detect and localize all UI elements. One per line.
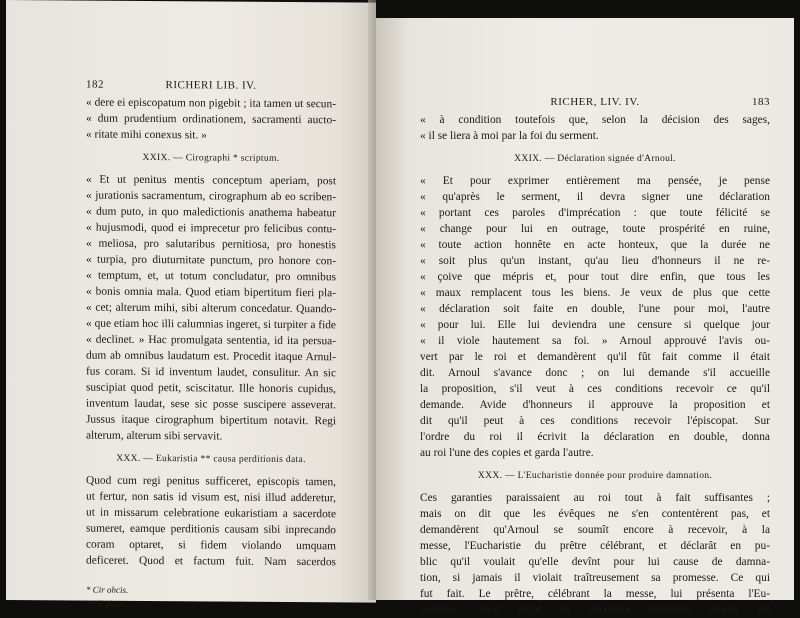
text-line: « temptum, et, ut totum concludatur, pro omnibus [86, 269, 336, 284]
text-line: « il viole hautement sa foi. » Arnoul approuvé l'avis ou- [420, 335, 770, 347]
right-paragraph-continued [420, 112, 770, 144]
text-line: deficeret. Quod et factum fuit. Nam sacerdos [86, 554, 336, 569]
text-line: au roi l'une des copies et garda l'autre. [420, 447, 594, 459]
text-line: « jurationis sacramentum, cirographum ab eo scriben- [86, 189, 336, 204]
right-chapter-xxix-text [420, 173, 770, 461]
text-line: Quod cum regi penitus sufficeret, episcopis tamen, [86, 474, 336, 489]
right-running-head [420, 96, 770, 112]
text-line: demandèrent qu'Arnoul se soumît encore à recevoir, à la [420, 524, 770, 536]
left-page-number: 182 [86, 78, 104, 91]
right-page [376, 0, 794, 616]
text-line: l'ordre du roi il écrivit la déclaration en double, donna [420, 431, 770, 443]
left-footnotes [86, 583, 336, 613]
text-line: « soit plus qu'un instant, qu'au lieu d'honneurs il ne re- [420, 255, 770, 267]
left-running-title: RICHERI LIB. IV. [165, 79, 257, 92]
text-line: Ces garanties paraissaient au roi tout à fait suffisantes ; [420, 492, 770, 504]
text-line: inventum laudat, sese sic posse suscipere asseverat. [86, 397, 336, 412]
text-line: « turpia, pro diuturnitate punctum, pro honore con- [86, 253, 336, 268]
text-line: ut in missarum celebratione eukaristiam a sacerdote [86, 506, 336, 521]
footnote: * Cir ohcis. [86, 584, 129, 595]
text-line: messe, l'Eucharistie du prêtre célébrant, et déclarât en pu- [420, 540, 770, 552]
text-line: « cet; alterum mihi, sibi alterum concedatur. Quando- [86, 301, 336, 316]
text-line: « il se liera à moi par la foi du serment. [420, 130, 599, 142]
left-running-head [86, 79, 336, 97]
left-chapter-heading-xxix: XXIX. — Cirographi * scriptum. [142, 151, 280, 164]
text-line: fut fait. Le prêtre, célébrant la messe, lui présenta l'Eu- [420, 588, 770, 600]
text-line: « dere ei episcopatum non pigebit ; ita tamen ut secun- [86, 96, 336, 111]
left-page-text [86, 79, 336, 613]
text-line: « dum puto, in quo maledictionis anathema habeatur [86, 205, 336, 220]
text-line: « hujusmodi, quod ei imprecetur pro felicibus contu- [86, 221, 336, 236]
text-line: « ritate mihi conexus sit. » [86, 128, 207, 142]
right-page-number: 183 [752, 96, 770, 108]
text-line: suscipiat quod petit, sciscitatur. Ille honoris cupidus, [86, 381, 336, 396]
text-line: la proposition, s'il veut à ces conditions recevoir ce qu'il [420, 383, 770, 395]
text-line: « dum prudentium ordinationem, sacramenti aucto- [86, 112, 336, 127]
text-line: « pour lui. Elle lui deviendra une censure si quelque jour [420, 319, 770, 331]
text-line: « çoive que mépris et, pour tout dire enfin, que tous les [420, 271, 770, 283]
text-line: « qu'après le serment, il devra signer une déclaration [420, 191, 770, 203]
text-line: tion, si jamais il violait traîtreusement sa promesse. Ce qui [420, 572, 770, 584]
text-line: « déclaration soit faite en double, l'une pour moi, l'autre [420, 303, 770, 315]
right-running-title: RICHER, LIV. IV. [550, 96, 640, 108]
text-line: « meliosa, pro salutaribus pernitiosa, pro honestis [86, 237, 336, 252]
text-line: dum ab omnibus laudatum est. Procedit itaque Arnul- [86, 349, 336, 364]
text-line: dit. Arnoul s'avance donc ; on lui demande s'il accueille [420, 367, 770, 379]
text-line: fus coram. Si id inventum laudet, consulitur. An sic [86, 365, 336, 380]
text-line: « que etiam hoc illi calumnias ingeret, si turpiter a fide [86, 317, 336, 332]
text-line: coram optaret, si fidem violando umquam [86, 538, 336, 553]
text-line: alterum, alterum sibi servavit. [86, 429, 223, 443]
text-line: « maux remplacent tous les biens. Je veux de plus que cette [420, 287, 770, 299]
right-page-text [420, 96, 770, 618]
text-line: « bonis omnia mala. Quod etiam bipertitum fieri pla- [86, 285, 336, 300]
right-chapter-xxx-text [420, 490, 770, 618]
text-line: charistie, qu'il reçut en déclarant consentir qu'elle fût [420, 604, 770, 616]
text-line: « Et ut penitus mentis conceptum aperiam, post [86, 173, 336, 188]
text-line: « toute action honnête en acte honteux, que la durée ne [420, 239, 770, 251]
text-line: « portant ces paroles d'imprécation : que toute félicité se [420, 207, 770, 219]
left-page [6, 0, 376, 609]
text-line: dit qu'il peut à ces conditions recevoir l'épiscopat. Sur [420, 415, 770, 427]
text-line: ut fertur, non satis id visum est, nisi illud adderetur, [86, 490, 336, 505]
text-line: « Et pour exprimer entièrement ma pensée, je pense [420, 175, 770, 187]
text-line: vert par le roi et demandèrent qu'il fût fait comme il était [420, 351, 770, 363]
text-line: sumeret, eamque perditionis causam sibi inprecando [86, 522, 336, 537]
left-chapter-xxix-text [86, 172, 336, 446]
footnote: ** E ahcis. [86, 598, 127, 609]
text-line: « change pour lui en outrage, toute prospérité en ruine, [420, 223, 770, 235]
left-paragraph-continued [86, 95, 336, 145]
text-line: « à condition toutefois que, selon la décision des sages, [420, 114, 770, 126]
text-line: demande. Avide d'honneurs il approuve la proposition et [420, 399, 770, 411]
text-line: mais on dit que les évêques ne s'en contentèrent pas, et [420, 508, 770, 520]
text-line: blic qu'il voulait qu'elle devînt pour lui cause de damna- [420, 556, 770, 568]
left-chapter-xxx-text [86, 473, 336, 571]
text-line: Jussus itaque cirographum bipertitum notavit. Regi [86, 413, 336, 428]
right-chapter-heading-xxix: XXIX. — Déclaration signée d'Arnoul. [514, 153, 676, 164]
right-chapter-heading-xxx: XXX. — L'Eucharistie donnée pour produire damnation. [477, 470, 713, 481]
left-chapter-heading-xxx: XXX. — Eukaristia ** causa perditionis data. [116, 452, 306, 466]
text-line: « declinet. » Hac promulgata sententia, id ita persua- [86, 333, 336, 348]
